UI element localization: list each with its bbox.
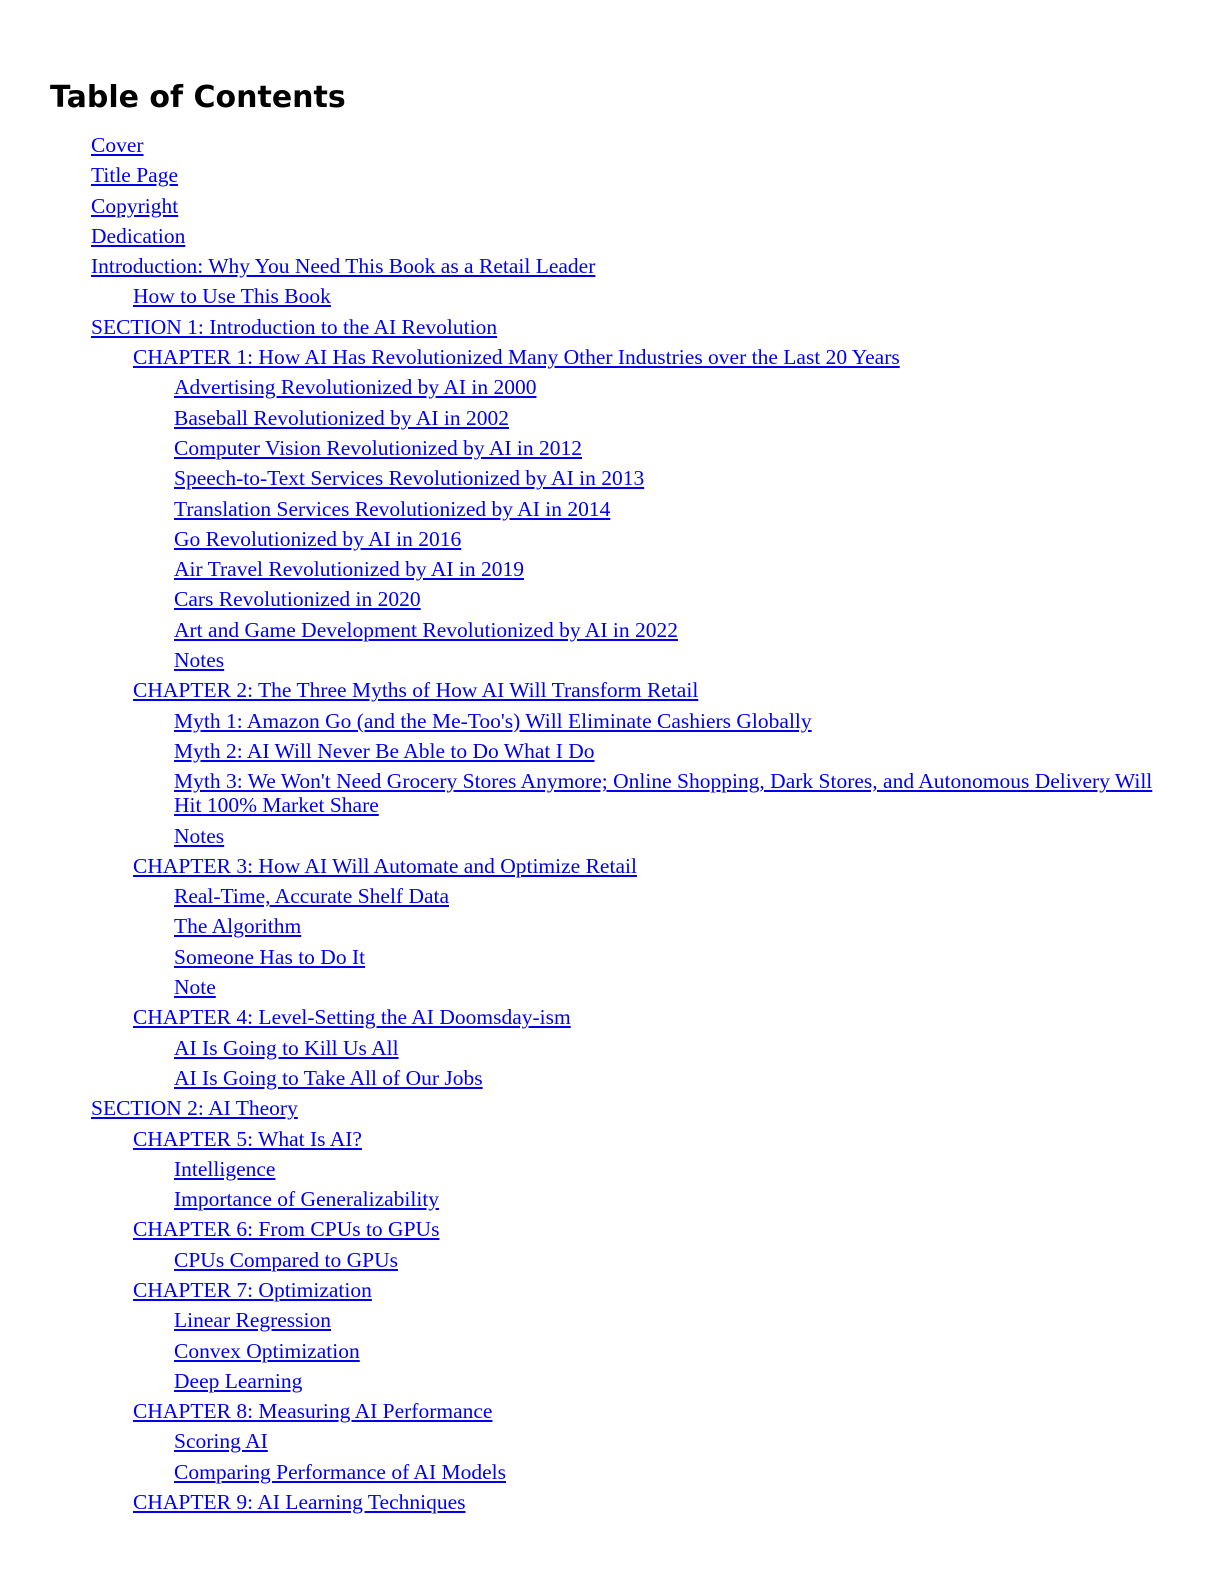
toc-link[interactable]: Note [174,975,216,1000]
toc-entry [50,527,1184,551]
toc-entry [50,1429,1184,1453]
toc-link[interactable]: Convex Optimization [174,1338,360,1363]
toc-entry [50,914,1184,938]
toc-link[interactable]: Myth 2: AI Will Never Be Able to Do What I Do [174,738,595,763]
toc-link[interactable]: Title Page [91,163,179,188]
toc-entry [50,1005,1184,1029]
toc-entry [50,254,1184,278]
toc-entry [50,133,1184,157]
toc-link[interactable]: Intelligence [174,1156,276,1181]
toc-entry [50,648,1184,672]
toc-link[interactable]: CHAPTER 8: Measuring AI Performance [133,1399,493,1424]
toc-link[interactable]: Scoring AI [174,1429,268,1454]
toc-entry [50,709,1184,733]
toc-link[interactable]: Cars Revolutionized in 2020 [174,587,421,612]
toc-link[interactable]: How to Use This Book [133,284,331,309]
toc-link[interactable]: CHAPTER 6: From CPUs to GPUs [133,1217,440,1242]
toc-link[interactable]: CHAPTER 4: Level-Setting the AI Doomsday-ism [133,1005,571,1030]
toc-link[interactable]: Speech-to-Text Services Revolutionized by AI in 2013 [174,466,645,491]
toc-link[interactable]: Myth 1: Amazon Go (and the Me-Too's) Will Eliminate Cashiers Globally [174,708,812,733]
toc-link[interactable]: Art and Game Development Revolutionized by AI in 2022 [174,617,678,642]
toc-link[interactable]: CHAPTER 1: How AI Has Revolutionized Many Other Industries over the Last 20 Years [133,345,900,370]
toc-entry [50,945,1184,969]
toc-entry [50,1157,1184,1181]
toc-entry [50,315,1184,339]
toc-entry [50,1278,1184,1302]
toc-link[interactable]: CHAPTER 9: AI Learning Techniques [133,1490,466,1515]
toc-entry [50,824,1184,848]
page-title: Table of Contents [50,80,346,115]
toc-link[interactable]: Myth 3: We Won't Need Grocery Stores Anymore; Online Shopping, Dark Stores, and Autonomous Delivery Will Hit 100% Market Share [174,769,1153,818]
toc-entry [50,466,1184,490]
toc-entry [50,406,1184,430]
toc-link[interactable]: CHAPTER 5: What Is AI? [133,1126,362,1151]
toc-link[interactable]: Notes [174,823,225,848]
toc-link[interactable]: CHAPTER 2: The Three Myths of How AI Will Transform Retail [133,678,699,703]
toc-entry [50,1248,1184,1272]
toc-entry [50,284,1184,308]
toc-entry [50,1490,1184,1514]
toc-link[interactable]: The Algorithm [174,914,302,939]
toc-link[interactable]: Dedication [91,223,186,248]
toc-link[interactable]: Computer Vision Revolutionized by AI in 2012 [174,435,582,460]
toc-entry [50,1096,1184,1120]
toc-entry [50,1187,1184,1211]
toc-entry [50,1127,1184,1151]
toc-entry [50,1369,1184,1393]
toc-entry [50,436,1184,460]
toc-link[interactable]: Notes [174,648,225,673]
toc-link[interactable]: Introduction: Why You Need This Book as a Retail Leader [91,254,596,279]
toc-entry [50,1460,1184,1484]
toc-link[interactable]: Advertising Revolutionized by AI in 2000 [174,375,537,400]
toc-link[interactable]: SECTION 2: AI Theory [91,1096,298,1121]
toc-entry [50,678,1184,702]
toc-link[interactable]: Comparing Performance of AI Models [174,1459,506,1484]
toc-link[interactable]: CPUs Compared to GPUs [174,1247,398,1272]
toc-link[interactable]: AI Is Going to Take All of Our Jobs [174,1065,483,1090]
toc-link[interactable]: Go Revolutionized by AI in 2016 [174,526,462,551]
toc-link[interactable]: AI Is Going to Kill Us All [174,1035,399,1060]
toc-link[interactable]: CHAPTER 7: Optimization [133,1277,372,1302]
toc-entry [50,1339,1184,1363]
toc-entry [50,854,1184,878]
toc-link[interactable]: Someone Has to Do It [174,944,366,969]
toc-entry [50,1036,1184,1060]
toc-entry [50,739,1184,763]
toc-entry [50,618,1184,642]
toc-entry [50,163,1184,187]
toc-entry [50,769,1184,817]
toc-entry [50,557,1184,581]
toc-entry [50,224,1184,248]
toc-link[interactable]: Copyright [91,193,179,218]
toc-entry [50,497,1184,521]
toc-link[interactable]: CHAPTER 3: How AI Will Automate and Optimize Retail [133,853,637,878]
toc-link[interactable]: Translation Services Revolutionized by AI in 2014 [174,496,611,521]
toc-entry [50,587,1184,611]
toc-entry [50,975,1184,999]
toc-entry [50,345,1184,369]
toc-entry [50,1399,1184,1423]
toc-link[interactable]: Importance of Generalizability [174,1187,440,1212]
toc-entry [50,884,1184,908]
toc-link[interactable]: Real-Time, Accurate Shelf Data [174,884,450,909]
toc-entry [50,375,1184,399]
toc-link[interactable]: SECTION 1: Introduction to the AI Revolution [91,314,498,339]
toc-link[interactable]: Deep Learning [174,1368,303,1393]
toc-link[interactable]: Linear Regression [174,1308,332,1333]
toc-entry [50,1308,1184,1332]
toc-entry [50,1217,1184,1241]
toc-list [50,133,1184,1514]
toc-link[interactable]: Cover [91,133,144,157]
toc-link[interactable]: Baseball Revolutionized by AI in 2002 [174,405,509,430]
toc-entry [50,194,1184,218]
toc-link[interactable]: Air Travel Revolutionized by AI in 2019 [174,557,524,582]
toc-entry [50,1066,1184,1090]
